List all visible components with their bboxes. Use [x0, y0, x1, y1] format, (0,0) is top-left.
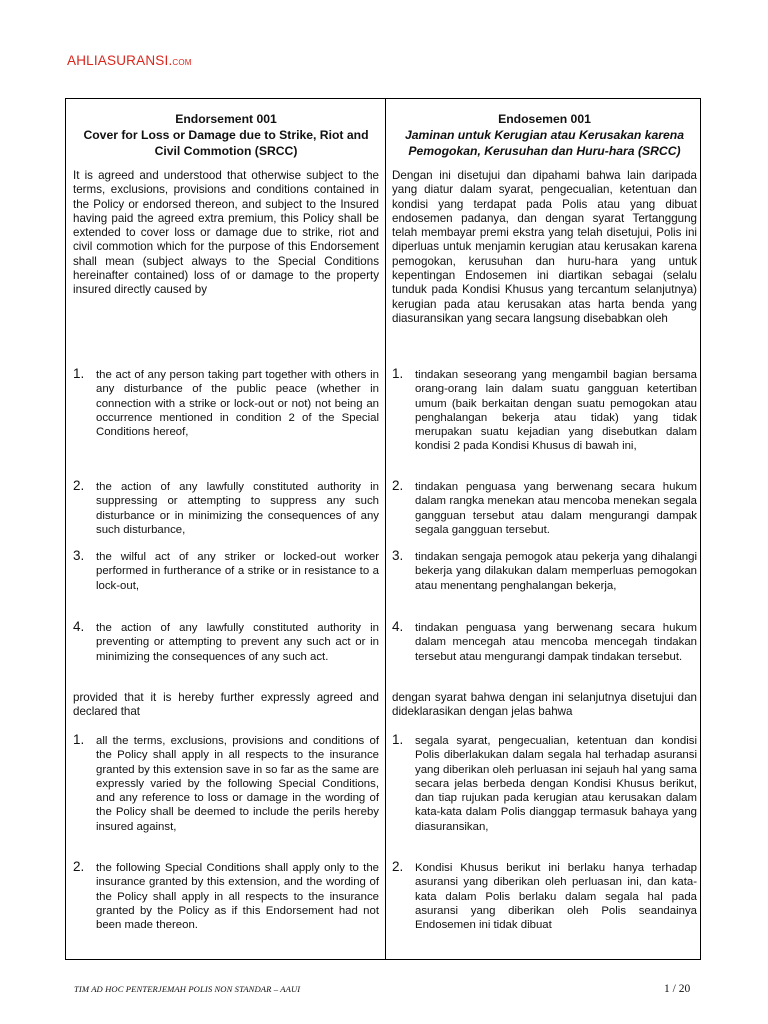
item-text: tindakan penguasa yang berwenang secara hukum dalam rangka menekan atau mencoba menekan segala gangguan tersebut atau dalam mengurangi dampak segala gangguan tersebut.	[415, 481, 697, 536]
indonesian-proviso: dengan syarat bahwa dengan ini selanjutnya disetujui dan dideklarasikan dengan jelas bahwa	[392, 691, 697, 719]
column-divider	[385, 99, 386, 959]
english-title: Endorsement 001	[175, 112, 277, 126]
item-text: the action of any lawfully constituted authority in preventing or attempting to prevent any such act or in minimizing the consequences of any such act.	[96, 622, 379, 663]
item-text: the act of any person taking part together with others in any disturbance of the public peace (whether in connection with a strike or lock-out or not) not being an occurrence mentioned in condition 2 of the Special Conditions hereof,	[96, 369, 379, 439]
footer-team: TIM AD HOC PENTERJEMAH POLIS NON STANDAR – AAUI	[74, 984, 301, 994]
item-text: the following Special Conditions shall apply only to the insurance granted by this extension, and the wording of the Policy shall apply in all respects to the insurance granted by the Policy as if this Endorsement had not been made thereon.	[96, 862, 379, 932]
page-number: 1 / 20	[664, 983, 691, 995]
item-text: Kondisi Khusus berikut ini berlaku hanya terhadap asuransi yang diberikan oleh perluasan ini, dan kata-kata dalam Polis berlaku dalam segala hal pada asuransi yang diberikan oleh Polis seandainya Endosemen ini tidak dibuat	[415, 862, 697, 932]
logo-name: AHLIASURANSI	[67, 53, 169, 68]
english-heading	[73, 111, 379, 159]
item-number: 2.	[392, 859, 404, 874]
item-text: tindakan penguasa yang berwenang secara hukum dalam mencegah atau mencoba mencegah tindakan tersebut atau mengurangi dampak tindakan tersebut.	[415, 622, 697, 663]
english-intro: It is agreed and understood that otherwise subject to the terms, exclusions, provisions and conditions contained in the Policy or endorsed thereon, and subject to the Insured having paid the agreed extra premium, this Policy shall be extended to cover loss or damage due to strike, riot and civil commotion which for the purpose of this Endorsement shall mean (subject always to the Special Conditions hereinafter contained) loss of or damage to the property insured directly caused by	[73, 169, 379, 297]
logo-tld: COM	[172, 58, 192, 67]
indonesian-subtitle: Jaminan untuk Kerugian atau Kerusakan karena Pemogokan, Kerusuhan dan Huru-hara (SRCC)	[404, 128, 685, 158]
bilingual-endorsement-table	[65, 98, 701, 960]
item-number: 3.	[392, 548, 404, 563]
item-number: 1.	[73, 732, 85, 747]
item-number: 1.	[392, 366, 404, 381]
item-number: 2.	[392, 478, 404, 493]
indonesian-intro: Dengan ini disetujui dan dipahami bahwa lain daripada yang diatur dalam syarat, pengecualian, ketentuan dan kondisi yang terdapat pada Polis atau yang dibuat endosemen padanya, dan dengan syarat Tertanggung telah membayar premi ekstra yang telah disetujui, Polis ini diperluas untuk menjamin kerugian atau kerusakan karena pemogokan, kerusuhan dan huru-hara yang untuk kepentingan Endosemen ini diartikan sebagai (selalu tunduk pada Kondisi Khusus yang tercantum selanjutnya) kerugian pada atau kerusakan atas harta benda yang diasuransikan yang secara langsung disebabkan oleh	[392, 169, 697, 325]
item-text: tindakan sengaja pemogok atau pekerja yang dihalangi bekerja yang dilakukan dalam memperluas pemogokan atau menentang penghalangan bekerja,	[415, 551, 697, 592]
ahliasuransi-logo[interactable]	[67, 53, 192, 68]
item-number: 2.	[73, 478, 85, 493]
item-text: all the terms, exclusions, provisions and conditions of the Policy shall apply in all respects to the insurance granted by this extension save in so far as the same are expressly varied by the following Special Conditions, and any reference to loss or damage in the wording of the Policy shall be deemed to include the perils hereby insured against,	[96, 735, 379, 833]
logo-dot: .	[168, 53, 173, 68]
item-number: 1.	[73, 366, 85, 381]
item-text: the action of any lawfully constituted authority in suppressing or attempting to suppress any such disturbance or in minimizing the consequences of any such disturbance,	[96, 481, 379, 536]
indonesian-heading	[392, 111, 697, 159]
english-proviso: provided that it is hereby further expressly agreed and declared that	[73, 691, 379, 719]
item-number: 2.	[73, 859, 85, 874]
item-number: 1.	[392, 732, 404, 747]
item-text: tindakan seseorang yang mengambil bagian bersama orang-orang lain dalam suatu gangguan ketertiban umum (baik berkaitan dengan suatu pemogokan atau penghalangan bekerja atau tidak) yang tidak merupakan suatu kejadian yang disebutkan dalam kondisi 2 pada Kondisi Khusus di bawah ini,	[415, 369, 697, 453]
english-subtitle: Cover for Loss or Damage due to Strike, Riot and Civil Commotion (SRCC)	[83, 128, 369, 158]
item-number: 4.	[392, 619, 404, 634]
item-number: 4.	[73, 619, 85, 634]
item-text: segala syarat, pengecualian, ketentuan dan kondisi Polis diberlakukan dalam segala hal terhadap asuransi yang diberikan oleh perluasan ini sejauh hal yang sama secara jelas berbeda dengan Kondisi Khusus berikut, dan tiap rujukan pada kerugian atau kerusakan dalam kata-kata dalam Polis dianggap termasuk bahaya yang diasuransikan,	[415, 735, 697, 833]
item-number: 3.	[73, 548, 85, 563]
indonesian-title: Endosemen 001	[498, 112, 591, 126]
item-text: the wilful act of any striker or locked-out worker performed in furtherance of a strike or in resistance to a lock-out,	[96, 551, 379, 592]
